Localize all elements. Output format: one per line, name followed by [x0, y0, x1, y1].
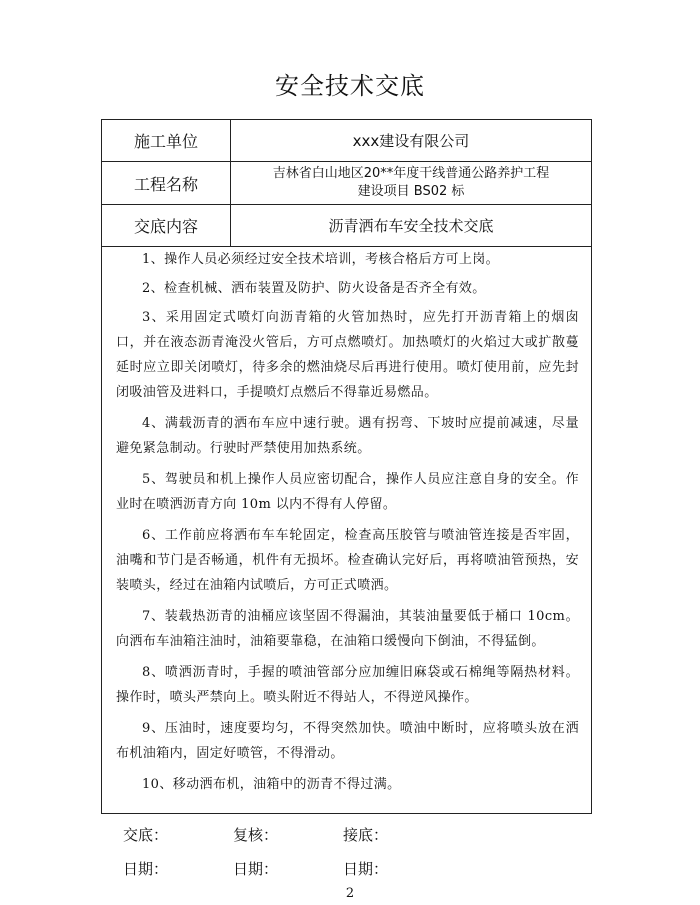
value-project-name	[231, 162, 591, 204]
label-discloser: 交底：	[123, 826, 169, 844]
label-reviewer: 复核：	[233, 826, 279, 844]
safety-item-3: 3、采用固定式喷灯向沥青箱的火管加热时，应先打开沥青箱上的烟囱口，并在液态沥青淹没火管后，方可点燃喷灯。加热喷灯的火焰过大或扩散蔓延时应立即关闭喷灯，待多余的燃油烧尽后再进行使用。喷灯使用前，应先封闭吸油管及进料口，手提喷灯点燃后不得靠近易燃品。	[116, 310, 579, 400]
safety-item-1: 1、操作人员必须经过安全技术培训，考核合格后方可上岗。	[142, 252, 500, 267]
value-construction-unit: xxx建设有限公司	[352, 132, 470, 150]
safety-item-7: 7、装载热沥青的油桶应该坚固不得漏油，其装油量要低于桶口 10cm。向洒布车油箱注油时，油箱要靠稳，在油箱口缓慢向下倒油，不得猛倒。	[116, 609, 579, 649]
label-construction-unit: 施工单位	[102, 120, 231, 161]
label-date-3: 日期：	[343, 860, 389, 878]
label-date-2: 日期：	[233, 860, 279, 878]
safety-item-4: 4、满载沥青的洒布车应中速行驶。遇有拐弯、下坡时应提前减速，尽量避免紧急制动。行驶时严禁使用加热系统。	[116, 416, 579, 456]
safety-item-10: 10、移动洒布机，油箱中的沥青不得过满。	[142, 777, 401, 792]
row-construction-unit	[102, 120, 591, 162]
safety-item-8: 8、喷洒沥青时，手握的喷油管部分应加缠旧麻袋或石棉绳等隔热材料。操作时，喷头严禁向上。喷头附近不得站人，不得逆风操作。	[116, 665, 579, 705]
label-date-1: 日期：	[123, 860, 169, 878]
label-disclosure-content: 交底内容	[102, 205, 231, 246]
safety-item-6: 6、工作前应将洒布车车轮固定，检查高压胶管与喷油管连接是否牢固，油嘴和节门是否畅通，机件有无损坏。检查确认完好后，再将喷油管预热，安装喷头，经过在油箱内试喷后，方可正式喷洒。	[116, 528, 579, 593]
label-project-name: 工程名称	[102, 162, 231, 204]
safety-item-9: 9、压油时，速度要均匀，不得突然加快。喷油中断时，应将喷头放在洒布机油箱内，固定好喷管，不得滑动。	[116, 721, 579, 761]
row-disclosure-content	[102, 205, 591, 247]
document-title: 安全技术交底	[275, 72, 425, 100]
safety-items	[116, 247, 579, 803]
value-disclosure-content: 沥青洒布车安全技术交底	[328, 217, 494, 235]
disclosure-table	[101, 119, 592, 814]
safety-item-2: 2、检查机械、洒布装置及防护、防火设备是否齐全有效。	[142, 281, 486, 296]
label-receiver: 接底：	[343, 826, 389, 844]
project-name-line2: 建设项目 BS02 标	[357, 184, 465, 199]
safety-item-5: 5、驾驶员和机上操作人员应密切配合，操作人员应注意自身的安全。作业时在喷洒沥青方向 10m 以内不得有人停留。	[116, 472, 579, 512]
project-name-line1: 吉林省白山地区20**年度干线普通公路养护工程	[272, 166, 550, 181]
page-number: 2	[345, 886, 355, 901]
row-project-name	[102, 162, 591, 205]
